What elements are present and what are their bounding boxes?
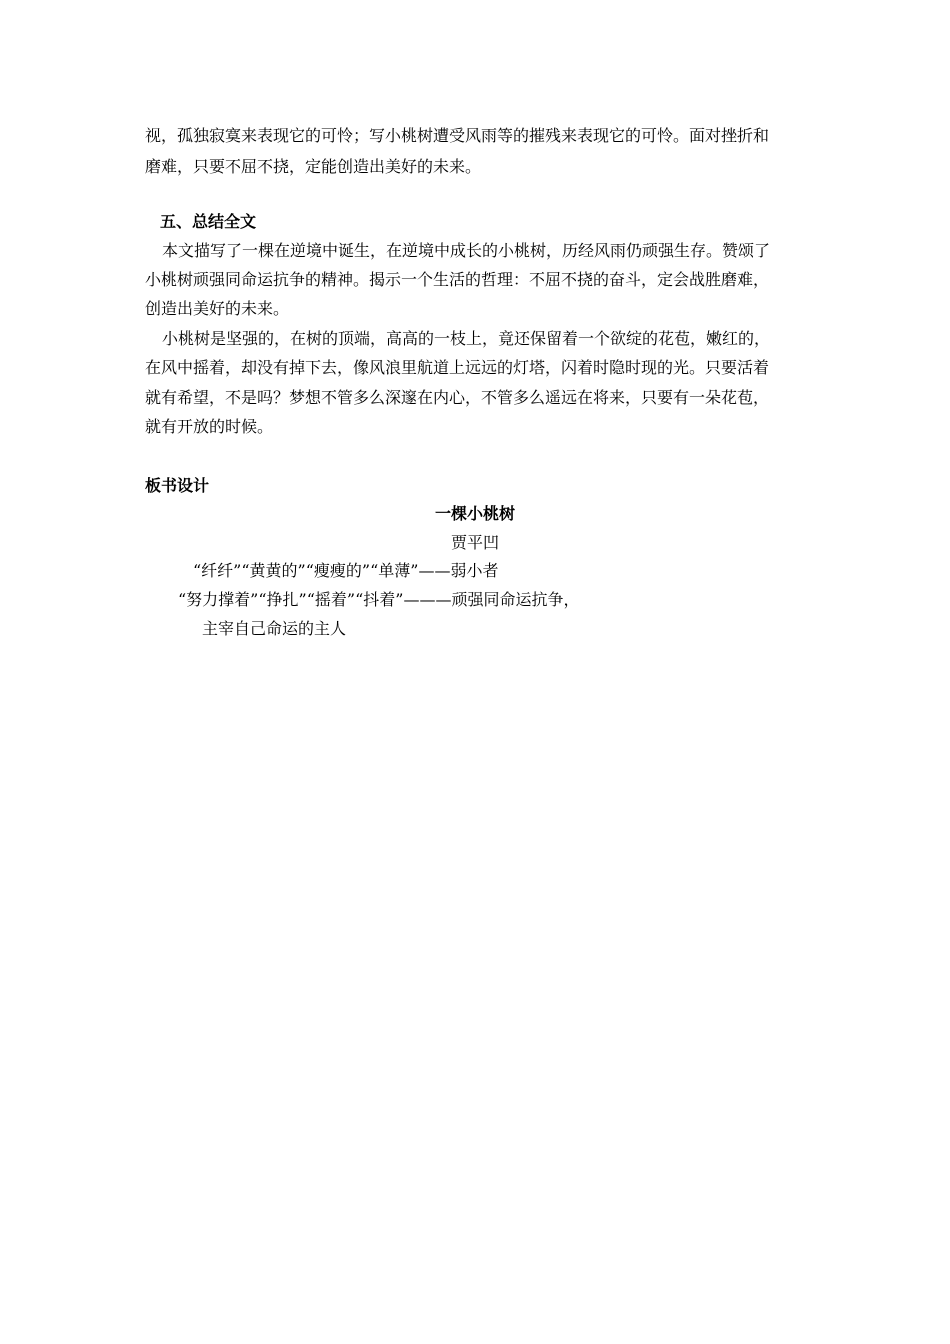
board-design-heading: 板书设计 [145,476,210,495]
summary-paragraph-1-line-3: 创造出美好的未来。 [145,299,290,318]
section-heading-summary: 五、总结全文 [160,212,257,231]
board-row-struggle: “努力撑着”“挣扎”“摇着”“抖着”———顽强同命运抗争， [178,590,580,609]
board-row-master: 主宰自己命运的主人 [202,619,347,638]
summary-paragraph-1-line-1: 本文描写了一棵在逆境中诞生，在逆境中成长的小桃树，历经风雨仍顽强生存。赞颂了 [162,241,771,260]
summary-paragraph-2-line-3: 就有希望，不是吗？梦想不管多么深邃在内心，不管多么遥远在将来，只要有一朵花苞， [145,388,770,407]
intro-line-1: 视，孤独寂寞来表现它的可怜；写小桃树遭受风雨等的摧残来表现它的可怜。面对挫折和 [145,126,770,145]
board-row-weak: “纤纤”“黄黄的”“瘦瘦的”“单薄”——弱小者 [193,561,499,580]
summary-paragraph-1-line-2: 小桃树顽强同命运抗争的精神。揭示一个生活的哲理：不屈不挠的奋斗，定会战胜磨难， [145,270,770,289]
summary-paragraph-2-line-1: 小桃树是坚强的，在树的顶端，高高的一枝上，竟还保留着一个欲绽的花苞，嫩红的， [162,329,771,348]
summary-paragraph-2-line-4: 就有开放的时候。 [145,417,274,436]
summary-paragraph-2-line-2: 在风中摇着，却没有掉下去，像风浪里航道上远远的灯塔，闪着时隐时现的光。只要活着 [145,358,770,377]
intro-line-2: 磨难，只要不屈不挠，定能创造出美好的未来。 [145,157,482,176]
board-title: 一棵小桃树 [434,504,515,523]
board-author: 贾平凹 [450,533,499,552]
